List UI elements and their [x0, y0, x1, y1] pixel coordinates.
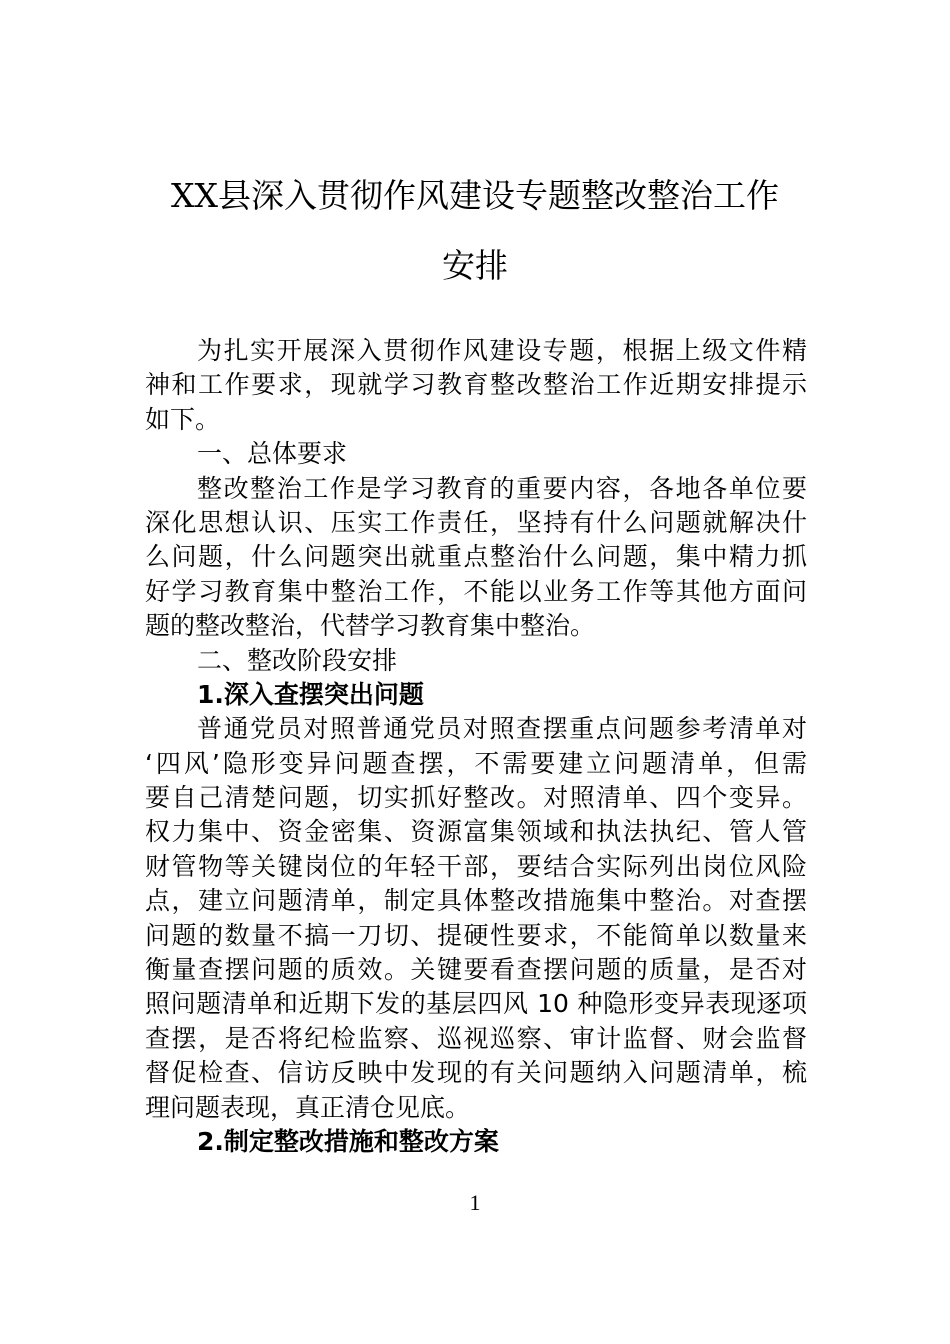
text-line: 理问题表现，真正清仓见底。 [145, 1092, 471, 1122]
text-line: 财管物等关键岗位的年轻干部，要结合实际列出岗位风险 [145, 851, 807, 881]
text-line: 照问题清单和近期下发的基层四风 10 种隐形变异表现逐项 [145, 989, 807, 1019]
document-title-line-1: XX县深入贯彻作风建设专题整改整治工作 [171, 176, 779, 215]
paragraph [145, 712, 807, 1125]
text-line: 要自己清楚问题，切实抓好整改。对照清单、四个变异。 [145, 783, 807, 813]
text-line: 深化思想认识、压实工作责任，坚持有什么问题就解决什 [145, 507, 807, 537]
text-line: 督促检查、信访反映中发现的有关问题纳入问题清单，梳 [145, 1058, 807, 1088]
text-line: 2.制定整改措施和整改方案 [197, 1126, 499, 1156]
document-title-line-2: 安排 [442, 246, 508, 285]
text-line: 1.深入查摆突出问题 [197, 679, 424, 709]
text-line: 问题的数量不搞一刀切、提硬性要求，不能简单以数量来 [145, 920, 807, 950]
text-line: 衡量查摆问题的质效。关键要看查摆问题的质量，是否对 [145, 955, 807, 985]
text-line: 查摆，是否将纪检监察、巡视巡察、审计监督、财会监督 [145, 1023, 807, 1053]
paragraph [145, 644, 807, 678]
text-line: 神和工作要求，现就学习教育整改整治工作近期安排提示 [145, 370, 807, 400]
text-line: 权力集中、资金密集、资源富集领域和执法执纪、管人管 [145, 817, 807, 847]
section-heading [145, 678, 807, 712]
page-number: 1 [469, 1190, 481, 1215]
document-body [145, 334, 807, 1159]
paragraph [145, 437, 807, 471]
text-line: 点，建立问题清单，制定具体整改措施集中整治。对查摆 [145, 886, 807, 916]
text-line: 好学习教育集中整治工作，不能以业务工作等其他方面问 [145, 576, 807, 606]
text-line: 二、整改阶段安排 [197, 645, 398, 675]
text-line: 一、总体要求 [197, 439, 348, 469]
text-line: ‘四风’隐形变异问题查摆，不需要建立问题清单，但需 [145, 748, 807, 778]
text-line: 为扎实开展深入贯彻作风建设专题，根据上级文件精 [197, 336, 807, 365]
text-line: 么问题，什么问题突出就重点整治什么问题，集中精力抓 [145, 542, 807, 572]
section-heading [145, 1125, 807, 1159]
text-line: 普通党员对照普通党员对照查摆重点问题参考清单对 [197, 714, 807, 744]
text-line: 题的整改整治，代替学习教育集中整治。 [145, 611, 596, 641]
text-line: 整改整治工作是学习教育的重要内容，各地各单位要 [197, 473, 807, 503]
text-line: 如下。 [145, 404, 221, 434]
paragraph [145, 472, 807, 644]
paragraph [145, 334, 807, 437]
